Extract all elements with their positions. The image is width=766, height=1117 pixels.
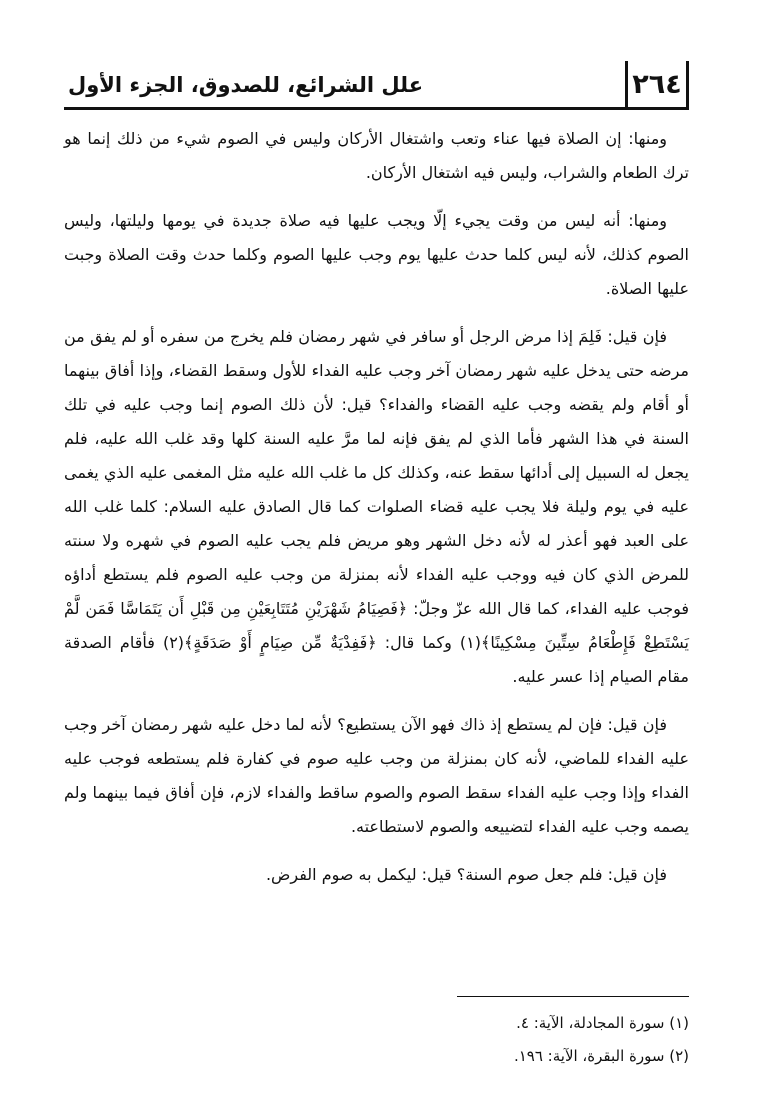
- paragraph: ومنها: أنه ليس من وقت يجيء إلّا ويجب عليها فيه صلاة جديدة في يومها وليلتها، وليس الصوم كذلك، لأنه ليس كلما حدث عليها يوم وجب عليها الصوم وكلما حدث وقت الصلاة وجبت عليها الصلاة.: [64, 211, 689, 298]
- paragraph: فإن قيل: فلم جعل صوم السنة؟ قيل: ليكمل به صوم الفرض.: [265, 865, 667, 884]
- footnote-divider: [457, 996, 689, 997]
- running-title: علل الشرائع، للصدوق، الجزء الأول: [68, 73, 424, 97]
- footnotes: [289, 1007, 689, 1073]
- footnote: (١) سورة المجادلة، الآية: ٤.: [516, 1014, 689, 1032]
- paragraph: فإن قيل: فَلِمَ إذا مرض الرجل أو سافر في شهر رمضان فلم يخرج من سفره أو لم يفق من مرضه حتى يدخل عليه شهر رمضان آخر وجب عليه الفداء للأول وسقط القضاء، وإذا أفاق بينهما أو أقام ولم يقضه وجب عليه القضاء والفداء؟ قيل: لأن ذلك الصوم إنما وجب عليه في تلك السنة في هذا الشهر فأما الذي لم يفق فإنه لما مرَّ عليه السنة كلها وقد غلب الله عليه، فلم يجعل له السبيل إلى أدائها سقط عنه، وكذلك كل ما غلب الله عليه مثل المغمى عليه الذي يغمى عليه في يوم وليلة فلا يجب عليه قضاء الصلوات كما قال الصادق عليه السلام: كلما غلب الله على العبد فهو أعذر له لأنه دخل الشهر وهو مريض فلم يجب عليه الصوم في شهره ولا سنته للمرض الذي كان فيه ووجب عليه الفداء لأنه بمنزلة من وجب عليه الصوم فلم يستطع أداؤه فوجب عليه الفداء، كما قال الله عزّ وجلّ: ﴿فَصِيَامُ شَهْرَيْنِ مُتَتَابِعَيْنِ مِن قَبْلِ أَن يَتَمَاسَّا فَمَن لَّمْ يَسْتَطِعْ فَإِطْعَامُ سِتِّينَ مِسْكِينًا﴾(١) وكما قال: ﴿فَفِدْيَةٌ مِّن صِيَامٍ أَوْ صَدَقَةٍ﴾(٢) فأقام الصدقة مقام الصيام إذا عسر عليه.: [64, 327, 689, 686]
- paragraph: ومنها: إن الصلاة فيها عناء وتعب واشتغال الأركان وليس في الصوم شيء من ذلك إنما هو ترك الطعام والشراب، وليس فيه اشتغال الأركان.: [64, 129, 689, 182]
- body-text: [64, 122, 689, 892]
- page-number: ٢٦٤: [625, 61, 689, 107]
- paragraph: فإن قيل: فإن لم يستطع إذ ذاك فهو الآن يستطيع؟ لأنه لما دخل عليه شهر رمضان آخر وجب عليه الفداء للماضي، لأنه كان بمنزلة من وجب عليه صوم في كفارة فلم يستطعه فوجب عليه الفداء وإذا وجب عليه الفداء سقط الصوم والصوم ساقط والفداء لازم، فإن أفاق فيما بينهما ولم يصمه وجب عليه الفداء لتضييعه والصوم لاستطاعته.: [64, 715, 689, 836]
- page-header: [64, 58, 689, 110]
- footnote: (٢) سورة البقرة، الآية: ١٩٦.: [513, 1047, 689, 1065]
